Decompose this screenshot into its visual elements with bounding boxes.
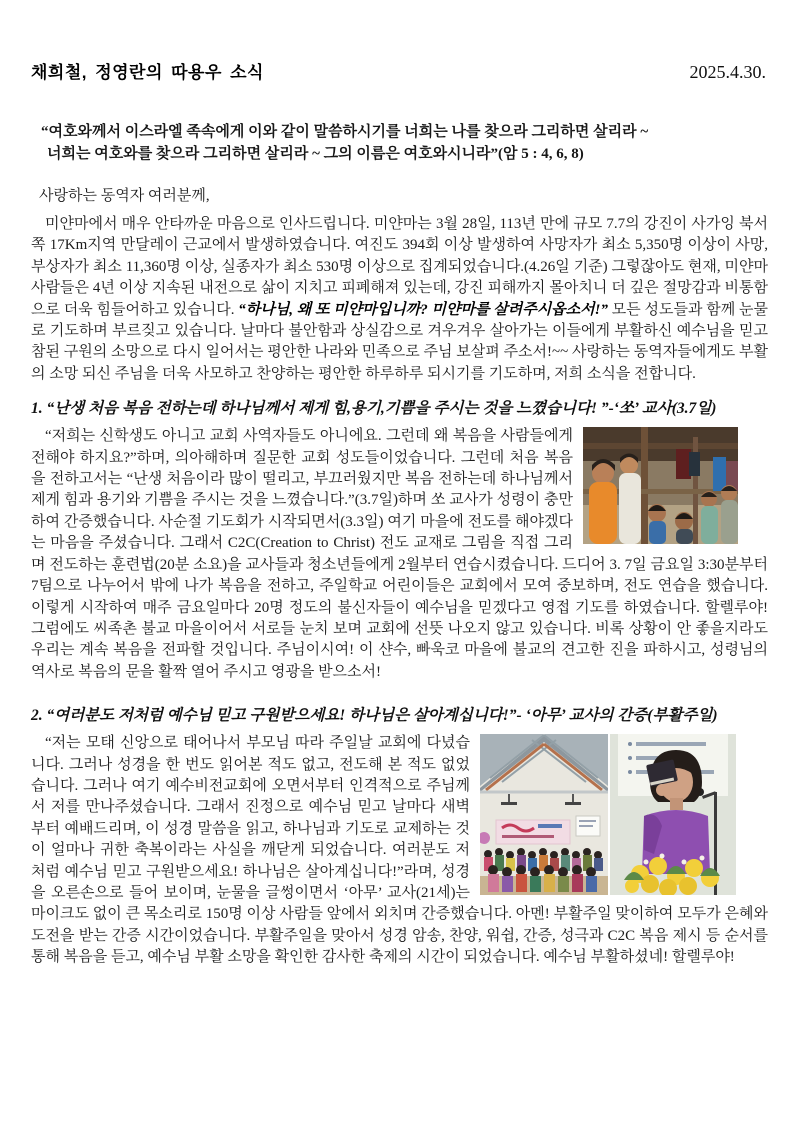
section2-text: “저는 모태 신앙으로 태어나서 부모님 따라 주일날 교회에 다녔습니다. 그러나 성경을 한 번도 읽어본 적도 없고, 전도해 본 적도 없었습니다. 그러나 여기 예수비전교회에 오면서부터 인격적으로 주님께서 저를 만나주셨습니다. 그래서 진정으로 예수님 믿고 날마다 새벽부터 예배드리며, 이 성경 말씀을 읽고, 하나님과 기도로 교제하는 것이 얼마나 귀한 축복이라는 사실을 깨닫게 되었습니다. 여러분도 저처럼 예수님 믿고 구원받으세요! 하나님은 살아계십니다!”라며, 성경을 오른손으로 들어 보이며, 눈물을 글썽이면서 ‘아무’ 교사(21세)는 마이크도 없이 큰 목소리로 150명 이상 사람들 앞에서 외치며 간증했습니다. 아멘! 부활주일 맞이하여 모두가 은혜와 도전을 받는 간증 시간이었습니다. 부활주일을 맞아서 성경 암송, 찬양, 워쉽, 간증, 성극과 C2C 복음 제시 등 순서를 통해 복음을 듣고, 예수님 부활 소망을 확인한 감사한 축제의 시간이 되었습니다. 예수님 부활하셨네! 할렐루야! [31, 735, 768, 966]
easter-service-group-photo [480, 734, 608, 895]
intro-emphasis-prayer: “하나님, 왜 또 미얀마입니까? 미얀마를 살려주시옵소서!” [238, 301, 608, 318]
section2-photos [480, 734, 738, 895]
newsletter-title: 채희철, 정영란의 따용우 소식 [31, 63, 264, 82]
page-header [31, 58, 768, 83]
section1-body [31, 426, 768, 683]
scripture-line-1: “여호와께서 이스라엘 족속에게 이와 같이 말씀하시기를 너희는 나를 찾으라 그리하면 살리라 ~ [41, 124, 649, 140]
section1-heading: 1. “난생 처음 복음 전하는데 하나님께서 제게 힘,용기,기쁨을 주시는 것을 느꼈습니다! ”-‘쏘’ 교사(3.7일) [31, 400, 717, 418]
newsletter-date: 2025.4.30. [689, 62, 766, 82]
intro-text-2: 모든 성도들과 함께 눈물로 기도하며 부르짖고 있습니다. 날마다 불안함과 상실감으로 겨우겨우 살아가는 이들에게 부활하신 예수님을 믿고 참된 구원의 소망으로 다시 일어서는 평안한 나라와 민족으로 주님 보살펴 주소서!~~ 사랑하는 동역자들에게도 부활의 소망 되신 주님을 더욱 사모하고 찬양하는 평안한 하루하루 되시기를 기도하며, 저희 소식을 전합니다. [31, 301, 769, 382]
section2-heading: 2. “여러분도 저처럼 예수님 믿고 구원받으세요! 하나님은 살아계십니다!”- ‘아무’ 교사의 간증(부활주일) [31, 707, 718, 725]
greeting-line: 사랑하는 동역자 여러분께, [39, 188, 210, 204]
scripture-quote [31, 121, 768, 165]
teacher-amu-testimony-photo [610, 734, 736, 895]
section2-body [31, 733, 768, 968]
village-evangelism-photo [583, 427, 738, 544]
section1-text: “저희는 신학생도 아니고 교회 사역자들도 아니에요. 그런데 왜 복음을 사람들에게 전해야 하지요?”하며, 의아해하며 질문한 교회 성도들이었습니다. 그런데 처음 복음을 전하고서는 “난생 처음이라 많이 떨리고, 부끄러웠지만 복음 전하는데 하나님께서 제게 힘과 용기와 기쁨을 주시는 것을 느꼈습니다.”(3.7일)하며 쏘 교사가 성령이 충만하여 간증했습니다. 사순절 기도회가 시작되면서(3.3일) 여기 마을에 전도를 해야겠다는 마음을 주셨습니다. 그래서 C2C(Creation to Christ) 전도 교재로 그림을 직접 그리며 전도하는 훈련법(20분 소요)을 교사들과 청소년들에게 2월부터 연습시켰습니다. 드디어 3. 7일 금요일 3:30분부터 7팀으로 나누어서 밖에 나가 복음을 전하고, 주일학교 어린이들은 교회에서 모여 중보하며, 전도 연습을 했습니다. 이렇게 시작하여 매주 금요일마다 20명 정도의 불신자들이 예수님을 믿겠다고 영접 기도를 하였습니다. 할렐루야! 그럼에도 씨족촌 불교 마을이어서 서로들 눈치 보며 교회에 선뜻 나오지 않고 있습니다. 비록 상황이 안 좋을지라도 우리는 계속 복음을 전파할 것입니다. 주님이시여! 이 샨수, 빠욱코 마을에 불교의 견고한 진을 파하시고, 성령님의 역사로 복음의 문을 활짝 열어 주시고 영광을 받으소서! [31, 428, 768, 680]
intro-text-1: 미얀마에서 매우 안타까운 마음으로 인사드립니다. 미얀마는 3월 28일, 113년 만에 규모 7.7의 강진이 사가잉 북서쪽 17Km지역 만달레이 근교에서 발생하였습니다. 여진도 394회 이상 발생하여 사망자가 최소 5,350명 이상이 사망, 부상자가 최소 11,360명 이상, 실종자가 최소 530명 이상으로 집계되었습니다.(4.26일 기준) 그렇잖아도 현재, 미얀마 사람들은 4년 이상 지속된 내전으로 삶이 지치고 피폐해져 있는데, 강진 피해까지 몰아치니 더 깊은 절망감과 비통함으로 더욱 힘들어하고 있습니다. [31, 216, 768, 318]
scripture-line-2: 너희는 여호와를 찾으라 그리하면 살리라 ~ 그의 이름은 여호와시니라”(암 5 : 4, 6, 8) [47, 146, 584, 162]
intro-paragraph [31, 214, 768, 385]
